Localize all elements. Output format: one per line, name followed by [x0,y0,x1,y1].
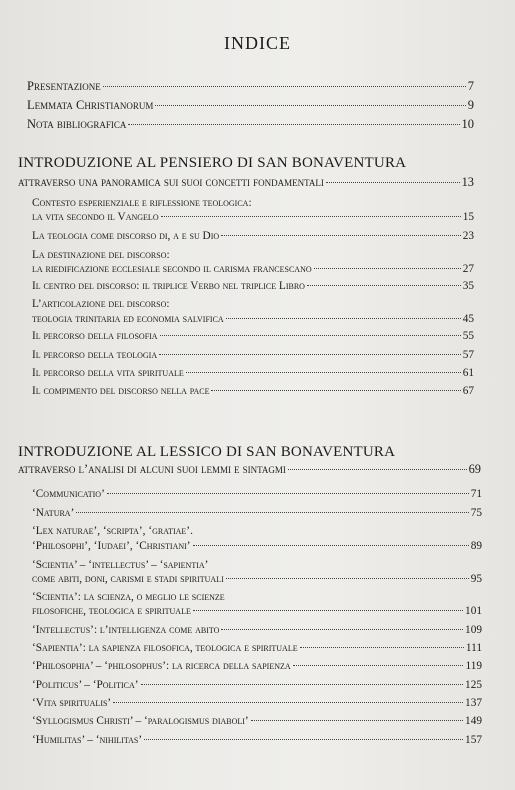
entry-label: ‘Humilitas’ – ‘nihilitas’ [32,734,143,746]
entry-label: Il percorso della vita spirituale [32,367,184,379]
dot-leader [221,235,461,236]
dot-leader [113,702,463,703]
page-number: 57 [462,349,474,361]
toc-entry [32,660,482,672]
page-number: 10 [461,117,474,131]
page-number: 7 [467,79,474,93]
entry-label: Il compimento del discorso nella pace [32,385,210,397]
section-heading: INTRODUZIONE AL PENSIERO DI SAN BONAVENTURA [18,155,407,171]
entry-label: la riedificazione ecclesiale secondo il carisma francescano [32,263,312,275]
toc-entry [32,330,474,342]
entry-label: ‘Syllogismus Christi’ – ‘paralogismus diaboli’ [32,715,249,727]
entry-label: filosofiche, teologica e spirituale [32,605,191,617]
page-number: 15 [462,211,474,223]
entry-label: teologia trinitaria ed economia salvifica [32,313,224,325]
entry-label: come abiti, doni, carismi e stadi spirituali [32,573,224,585]
page-number: 35 [462,280,474,292]
toc-entry [32,367,474,379]
page-number: 89 [470,540,482,552]
dot-leader [107,493,469,494]
section-subheading [18,175,474,190]
toc-entry [32,211,474,223]
page-number: 23 [462,230,474,242]
page-number: 71 [470,488,482,500]
dot-leader [226,318,461,319]
dot-leader [76,512,468,513]
dot-leader [193,545,469,546]
page-number: 27 [462,263,474,275]
page-number: 149 [465,715,482,727]
toc-entry [32,507,482,519]
toc-entry [32,605,482,617]
page-number: 101 [465,605,482,617]
toc-entry-line: L’articolazione del discorso: [32,298,170,310]
toc-entry [32,230,474,242]
entry-label: Nota bibliografica [27,117,127,131]
dot-leader [103,86,466,87]
page-number: 109 [465,624,482,636]
dot-leader [159,354,461,355]
front-matter-entry [27,79,474,94]
page-number: 157 [465,734,482,746]
entry-label: ‘Intellectus’: l’intelligenza come abito [32,624,220,636]
toc-entry [32,715,482,727]
entry-label: ‘Politicus’ – ‘Politica’ [32,679,139,691]
dot-leader [193,610,463,611]
dot-leader [226,578,469,579]
entry-label: ‘Philosophia’ – ‘philosophus’: la ricerca della sapienza [32,660,291,672]
page-number: 125 [465,679,482,691]
entry-label: Il centro del discorso: il triplice Verbo nel triplice Libro [32,280,305,292]
page-number: 75 [470,507,482,519]
toc-entry-line: ‘Scientia’: la scienza, o meglio le scienze [32,591,225,603]
toc-entry [32,679,482,691]
section-heading: INTRODUZIONE AL LESSICO DI SAN BONAVENTURA [18,444,396,460]
page-number: 69 [468,462,481,476]
page-number: 137 [465,697,482,709]
page-number: 9 [467,98,474,112]
page-number: 45 [462,313,474,325]
section-subheading [18,462,481,477]
dot-leader [186,372,461,373]
page-number: 111 [465,642,482,654]
dot-leader [211,390,460,391]
dot-leader [161,216,461,217]
page-number: 95 [470,573,482,585]
page-number: 67 [462,385,474,397]
toc-entry [32,349,474,361]
entry-label: ‘Sapientia’: la sapienza filosofica, teologica e spirituale [32,642,298,654]
toc-entry [32,488,482,500]
front-matter-entry [27,117,474,132]
dot-leader [160,335,461,336]
toc-entry [32,734,482,746]
toc-entry [32,540,482,552]
entry-label: attraverso l’analisi di alcuni suoi lemmi e sintagmi [18,462,286,476]
entry-label: La teologia come discorso di, a e su Dio [32,230,220,242]
entry-label: ‘Natura’ [32,507,75,519]
toc-entry [32,385,474,397]
toc-entry [32,263,474,275]
entry-label: la vita secondo il Vangelo [32,211,159,223]
dot-leader [141,684,464,685]
dot-leader [144,739,463,740]
toc-entry-line: ‘Scientia’ – ‘intellectus’ – ‘sapientia’ [32,559,209,571]
dot-leader [293,665,464,666]
page-number: 55 [462,330,474,342]
toc-entry [32,280,474,292]
entry-label: ‘Philosophi’, ‘Iudaei’, ‘Christiani’ [32,540,191,552]
entry-label: ‘Vita spiritualis’ [32,697,112,709]
toc-entry-line: La destinazione del discorso: [32,249,170,261]
toc-entry [32,697,482,709]
entry-label: Lemmata Christianorum [27,98,154,112]
toc-entry [32,624,482,636]
dot-leader [307,285,461,286]
entry-label: attraverso una panoramica sui suoi concetti fondamentali [18,175,324,189]
dot-leader [314,268,461,269]
page-number: 13 [461,175,474,189]
entry-label: Presentazione [27,79,101,93]
toc-entry [32,573,482,585]
entry-label: ‘Communicatio’ [32,488,105,500]
page-number: 119 [465,660,482,672]
dot-leader [155,105,465,106]
toc-entry [32,642,482,654]
page-title: INDICE [224,33,291,53]
dot-leader [221,629,463,630]
entry-label: Il percorso della teologia [32,349,158,361]
toc-entry [32,313,474,325]
dot-leader [326,182,460,183]
toc-entry-line: Contesto esperienziale e riflessione teologica: [32,197,252,209]
toc-entry-line: ‘Lex naturae’, ‘scripta’, ‘gratiae’. [32,525,193,537]
entry-label: Il percorso della filosofia [32,330,158,342]
page-number: 61 [462,367,474,379]
front-matter-entry [27,98,474,113]
dot-leader [128,124,459,125]
dot-leader [251,720,463,721]
dot-leader [300,647,464,648]
dot-leader [288,469,467,470]
